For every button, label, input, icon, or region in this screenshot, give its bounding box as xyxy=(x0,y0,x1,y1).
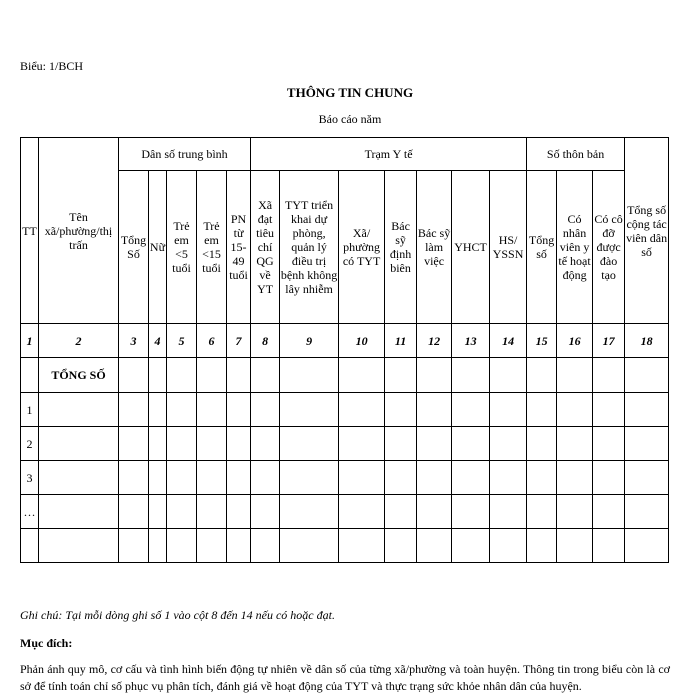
empty-cell xyxy=(39,529,119,563)
total-row-id xyxy=(21,358,39,393)
col-tt-header: TT xyxy=(21,138,39,324)
empty-cell xyxy=(227,529,251,563)
empty-cell xyxy=(452,393,490,427)
column-number: 1 xyxy=(21,324,39,358)
column-number: 3 xyxy=(119,324,149,358)
empty-cell xyxy=(625,461,669,495)
empty-cell xyxy=(119,529,149,563)
col-village-total-header: Tổng số xyxy=(527,171,557,324)
empty-cell xyxy=(385,495,417,529)
empty-cell xyxy=(119,495,149,529)
empty-cell xyxy=(339,461,385,495)
col-doctor-staffed-header: Bác sỹ định biên xyxy=(385,171,417,324)
empty-cell xyxy=(280,427,339,461)
empty-cell xyxy=(527,529,557,563)
empty-cell xyxy=(490,358,527,393)
empty-cell xyxy=(197,529,227,563)
empty-cell xyxy=(39,427,119,461)
empty-cell xyxy=(490,393,527,427)
table-note: Ghi chú: Tại mỗi dòng ghi số 1 vào cột 8 đến 14 nếu có hoặc đạt. xyxy=(20,608,335,622)
col-pop-female-header: Nữ xyxy=(149,171,167,324)
empty-cell xyxy=(593,393,625,427)
empty-cell xyxy=(625,495,669,529)
empty-cell xyxy=(39,393,119,427)
empty-cell xyxy=(251,358,280,393)
empty-cell xyxy=(527,495,557,529)
empty-cell xyxy=(385,427,417,461)
empty-cell xyxy=(339,393,385,427)
empty-cell xyxy=(490,495,527,529)
col-tyt-ncd-header: TYT triển khai dự phòng, quản lý điều trị bệnh không lây nhiễm xyxy=(280,171,339,324)
col-village-midwife-header: Có cô đỡ được đào tạo xyxy=(593,171,625,324)
column-number: 9 xyxy=(280,324,339,358)
empty-cell xyxy=(280,358,339,393)
empty-cell xyxy=(417,461,452,495)
column-number: 17 xyxy=(593,324,625,358)
empty-cell xyxy=(149,393,167,427)
empty-cell xyxy=(227,495,251,529)
purpose-heading: Mục đích: xyxy=(20,636,73,650)
row-id xyxy=(21,529,39,563)
column-number: 11 xyxy=(385,324,417,358)
column-number: 18 xyxy=(625,324,669,358)
empty-cell xyxy=(280,461,339,495)
empty-cell xyxy=(280,529,339,563)
empty-cell xyxy=(339,427,385,461)
empty-cell xyxy=(417,358,452,393)
empty-cell xyxy=(593,461,625,495)
empty-cell xyxy=(417,427,452,461)
empty-cell xyxy=(557,427,593,461)
column-number: 15 xyxy=(527,324,557,358)
table-row xyxy=(21,529,669,563)
empty-cell xyxy=(625,358,669,393)
empty-cell xyxy=(167,495,197,529)
empty-cell xyxy=(251,393,280,427)
empty-cell xyxy=(197,393,227,427)
empty-cell xyxy=(167,427,197,461)
empty-cell xyxy=(593,529,625,563)
empty-cell xyxy=(39,495,119,529)
empty-cell xyxy=(593,495,625,529)
column-number: 10 xyxy=(339,324,385,358)
col-commune-with-tyt-header: Xã/ phường có TYT xyxy=(339,171,385,324)
empty-cell xyxy=(197,427,227,461)
empty-cell xyxy=(197,495,227,529)
empty-cell xyxy=(625,393,669,427)
empty-cell xyxy=(227,461,251,495)
empty-cell xyxy=(197,358,227,393)
empty-cell xyxy=(119,358,149,393)
empty-cell xyxy=(149,427,167,461)
table-row xyxy=(21,427,669,461)
col-yhct-header: YHCT xyxy=(452,171,490,324)
column-number: 14 xyxy=(490,324,527,358)
empty-cell xyxy=(149,461,167,495)
empty-cell xyxy=(490,427,527,461)
empty-cell xyxy=(625,427,669,461)
page-title: THÔNG TIN CHUNG xyxy=(286,85,414,100)
empty-cell xyxy=(119,427,149,461)
empty-cell xyxy=(227,358,251,393)
column-number-row xyxy=(21,324,669,358)
total-row xyxy=(21,358,669,393)
empty-cell xyxy=(593,427,625,461)
empty-cell xyxy=(452,529,490,563)
empty-cell xyxy=(149,495,167,529)
table-row xyxy=(21,495,669,529)
empty-cell xyxy=(251,427,280,461)
col-women-15-49-header: PN từ 15-49 tuổi xyxy=(227,171,251,324)
col-commune-qg-header: Xã đạt tiêu chí QG về YT xyxy=(251,171,280,324)
empty-cell xyxy=(227,427,251,461)
empty-cell xyxy=(39,461,119,495)
empty-cell xyxy=(251,461,280,495)
empty-cell xyxy=(557,358,593,393)
empty-cell xyxy=(557,461,593,495)
table-row xyxy=(21,461,669,495)
empty-cell xyxy=(149,358,167,393)
empty-cell xyxy=(490,529,527,563)
empty-cell xyxy=(557,529,593,563)
empty-cell xyxy=(452,427,490,461)
empty-cell xyxy=(490,461,527,495)
column-number: 7 xyxy=(227,324,251,358)
empty-cell xyxy=(251,529,280,563)
empty-cell xyxy=(557,495,593,529)
col-children-u15-header: Trẻ em <15 tuổi xyxy=(197,171,227,324)
empty-cell xyxy=(339,495,385,529)
column-number: 13 xyxy=(452,324,490,358)
row-id: 1 xyxy=(21,393,39,427)
column-number: 4 xyxy=(149,324,167,358)
empty-cell xyxy=(527,358,557,393)
empty-cell xyxy=(452,461,490,495)
column-number: 5 xyxy=(167,324,197,358)
empty-cell xyxy=(417,529,452,563)
empty-cell xyxy=(417,393,452,427)
purpose-text: Phản ánh quy mô, cơ cấu và tình hình biến động tự nhiên về dân số của từng xã/phường và toàn huyện. Thông tin trong biểu còn là cơ sở để tính toán chỉ số phục vụ phân tích, đánh giá về hoạt động của TYT và thực trạng sức khỏe nhân dân của huyện. xyxy=(20,662,670,693)
empty-cell xyxy=(167,529,197,563)
empty-cell xyxy=(452,495,490,529)
group-villages-header: Số thôn bản xyxy=(527,138,625,171)
col-hs-yssn-header: HS/ YSSN xyxy=(490,171,527,324)
empty-cell xyxy=(452,358,490,393)
empty-cell xyxy=(385,461,417,495)
empty-cell xyxy=(385,393,417,427)
group-population-header: Dân số trung bình xyxy=(119,138,251,171)
row-id: 3 xyxy=(21,461,39,495)
column-number: 2 xyxy=(39,324,119,358)
group-health-station-header: Trạm Y tế xyxy=(251,138,527,171)
col-children-u5-header: Trẻ em <5 tuổi xyxy=(167,171,197,324)
empty-cell xyxy=(280,495,339,529)
row-id: … xyxy=(21,495,39,529)
empty-cell xyxy=(119,461,149,495)
table-row xyxy=(21,393,669,427)
page-subtitle: Báo cáo năm xyxy=(318,112,382,126)
empty-cell xyxy=(557,393,593,427)
empty-cell xyxy=(197,461,227,495)
empty-cell xyxy=(625,529,669,563)
report-table xyxy=(20,137,669,563)
empty-cell xyxy=(227,393,251,427)
empty-cell xyxy=(527,427,557,461)
total-label: TỔNG SỐ xyxy=(39,358,119,393)
empty-cell xyxy=(385,358,417,393)
column-number: 8 xyxy=(251,324,280,358)
empty-cell xyxy=(149,529,167,563)
column-number: 16 xyxy=(557,324,593,358)
empty-cell xyxy=(167,393,197,427)
empty-cell xyxy=(119,393,149,427)
col-doctor-working-header: Bác sỹ làm việc xyxy=(417,171,452,324)
empty-cell xyxy=(527,461,557,495)
empty-cell xyxy=(339,529,385,563)
empty-cell xyxy=(417,495,452,529)
col-collaborators-header: Tổng số cộng tác viên dân số xyxy=(625,138,669,324)
column-number: 6 xyxy=(197,324,227,358)
empty-cell xyxy=(251,495,280,529)
column-number: 12 xyxy=(417,324,452,358)
empty-cell xyxy=(593,358,625,393)
empty-cell xyxy=(280,393,339,427)
empty-cell xyxy=(339,358,385,393)
row-id: 2 xyxy=(21,427,39,461)
empty-cell xyxy=(167,461,197,495)
empty-cell xyxy=(167,358,197,393)
col-pop-total-header: Tổng Số xyxy=(119,171,149,324)
col-name-header: Tên xã/phường/thị trấn xyxy=(39,138,119,324)
empty-cell xyxy=(527,393,557,427)
col-village-health-worker-header: Có nhân viên y tế hoạt động xyxy=(557,171,593,324)
form-code: Biểu: 1/BCH xyxy=(20,59,84,73)
empty-cell xyxy=(385,529,417,563)
